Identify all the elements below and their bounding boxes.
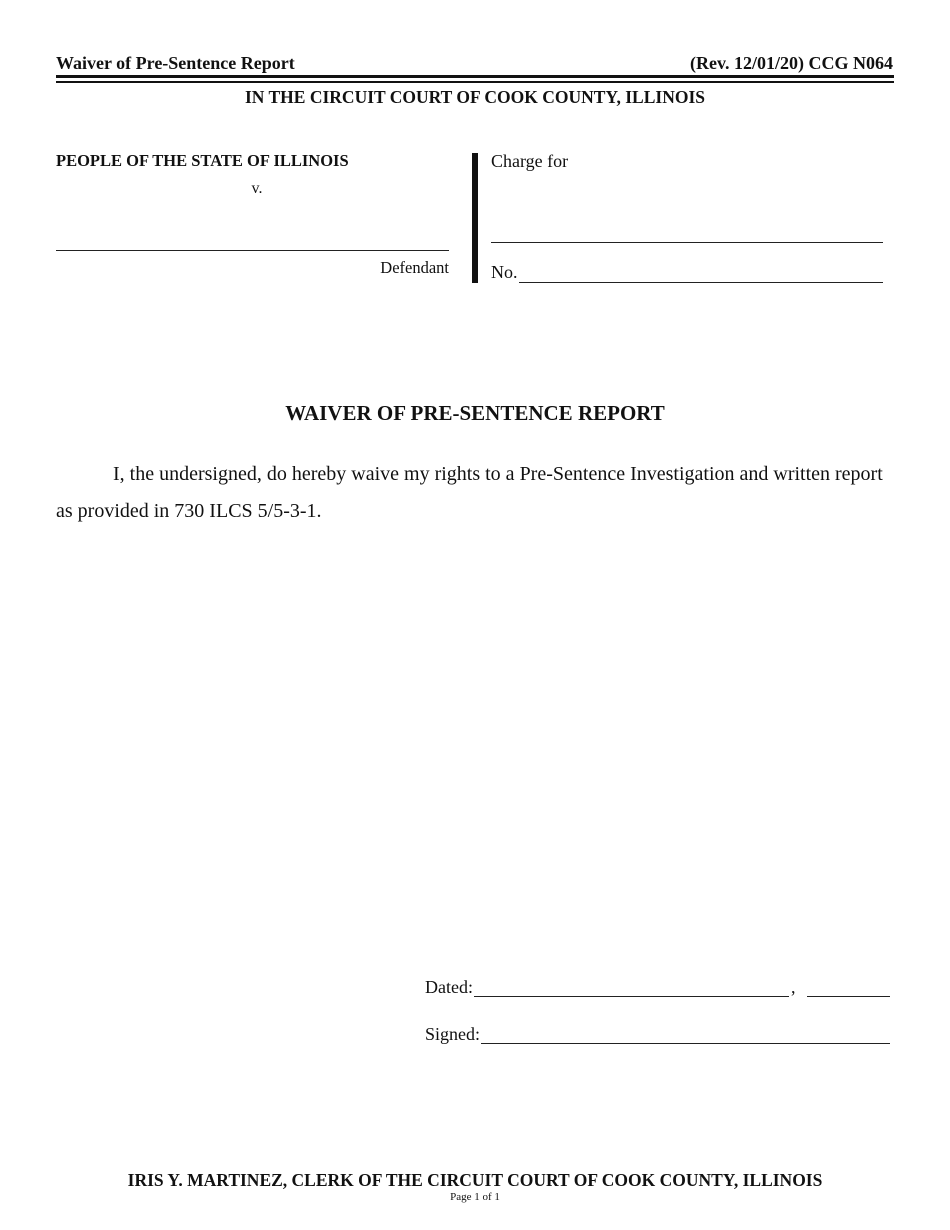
dated-label: Dated: [425,977,473,997]
charge-field[interactable] [491,242,883,243]
header-rule-thin [56,81,894,83]
waiver-statement: I, the undersigned, do hereby waive my rights to a Pre-Sentence Investigation and written report as provided in 730 ILCS 5/5-3-1. [56,463,883,522]
case-number-label: No. [491,262,518,282]
court-heading: IN THE CIRCUIT COURT OF COOK COUNTY, ILLINOIS [245,87,705,107]
versus-label: v. [251,180,263,197]
case-number-field[interactable] [519,282,883,283]
clerk-footer: IRIS Y. MARTINEZ, CLERK OF THE CIRCUIT COURT OF COOK COUNTY, ILLINOIS [127,1170,823,1190]
year-field[interactable] [807,996,890,997]
plaintiff-name: PEOPLE OF THE STATE OF ILLINOIS [56,151,349,170]
signed-label: Signed: [425,1024,481,1044]
document-title: WAIVER OF PRE-SENTENCE REPORT [285,401,665,425]
signature-field[interactable] [481,1043,890,1044]
page-number: Page 1 of 1 [450,1191,500,1203]
header-rule-thick [56,75,894,78]
defendant-field[interactable] [56,250,449,251]
date-comma: , [791,977,796,997]
defendant-label: Defendant [380,258,449,277]
caption-divider [472,153,478,283]
dated-field[interactable] [474,996,789,997]
charge-label: Charge for [491,151,569,171]
form-name: Waiver of Pre-Sentence Report [56,53,295,73]
form-code: (Rev. 12/01/20) CCG N064 [690,53,893,73]
